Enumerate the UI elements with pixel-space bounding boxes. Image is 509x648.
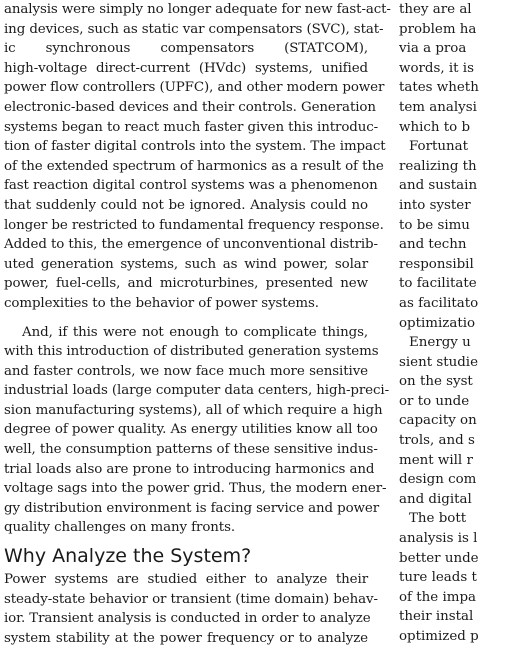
text-line: high-voltage direct-current (HVdc) systems, unified — [4, 60, 368, 76]
text-line: as facilitato — [399, 295, 479, 311]
text-line: longer be restricted to fundamental frequency response. — [4, 217, 384, 233]
text-line: ic synchronous compensators (STATCOM), — [4, 41, 368, 57]
text-line: that suddenly could not be ignored. Analysis could no — [4, 197, 368, 213]
text-line: of the impa — [399, 589, 476, 605]
text-line: tem analysi — [399, 99, 477, 115]
text-line: analysis were simply no longer adequate for new fast-act- — [4, 2, 391, 17]
text-line: trial loads also are prone to introducing harmonics and — [4, 461, 375, 477]
text-line: via a proa — [399, 41, 467, 57]
text-line: power, fuel-cells, and microturbines, presented new — [4, 276, 368, 292]
text-line: tates wheth — [399, 80, 479, 96]
text-line: into syster — [399, 197, 471, 213]
text-line: realizing th — [399, 158, 477, 174]
text-line: well, the consumption patterns of these sensitive indus- — [4, 442, 378, 458]
text-line: complexities to the behavior of power systems. — [4, 295, 319, 311]
text-line: degree of power quality. As energy utilities know all too — [4, 422, 378, 438]
text-line: fast reaction digital control systems was a phenomenon — [4, 178, 378, 194]
paragraph-3 — [4, 570, 378, 648]
text-line: Added to this, the emergence of unconventional distrib- — [4, 237, 378, 253]
text-line: they are al — [399, 2, 472, 17]
text-line: capacity on — [399, 413, 477, 429]
text-line: their instal — [399, 609, 474, 625]
text-line: ing devices, such as static var compensators (SVC), stat- — [4, 21, 384, 37]
text-line: ment will r — [399, 452, 473, 468]
text-line: system stability at the power frequency or to analyze — [4, 630, 368, 646]
text-line: gy distribution environment is facing service and power — [4, 500, 380, 516]
text-line: and techn — [399, 237, 467, 253]
text-line: quality challenges on many fronts. — [4, 520, 236, 536]
text-line: power flow controllers (UPFC), and other modern power — [4, 80, 385, 96]
text-line: sion manufacturing systems), all of which require a high — [4, 402, 383, 418]
text-line: trols, and s — [399, 433, 475, 449]
text-line: ture leads t — [399, 570, 477, 586]
text-line: voltage sags into the power grid. Thus, the modern ener- — [4, 481, 387, 497]
text-line: to be simu — [399, 217, 470, 233]
text-line: with this introduction of distributed generation systems — [4, 344, 379, 360]
text-line: optimizatio — [399, 315, 476, 331]
text-line: design com — [399, 472, 477, 488]
text-line: better unde — [399, 550, 479, 566]
text-line: problem ha — [399, 21, 477, 37]
text-line: words, it is — [399, 60, 474, 76]
text-line: The bott — [409, 511, 467, 527]
text-line: and digital — [399, 491, 472, 507]
text-line: uted generation systems, such as wind power, solar — [4, 256, 368, 272]
text-line: on the syst — [399, 374, 473, 390]
text-line: of the extended spectrum of harmonics as a result of the — [4, 158, 384, 174]
text-line: Energy u — [409, 335, 471, 351]
text-line: to facilitate — [399, 276, 477, 292]
text-line: and faster controls, we now face much more sensitive — [4, 363, 368, 379]
right-column — [399, 0, 509, 647]
paragraph-1 — [4, 0, 391, 314]
text-line: ior. Transient analysis is conducted in order to analyze — [4, 611, 371, 627]
paragraph-gap — [4, 314, 368, 323]
paragraph-2 — [4, 323, 390, 539]
text-line: Power systems are studied either to analyze their — [4, 572, 368, 588]
section-heading: Why Analyze the System? — [4, 545, 252, 568]
text-line: or to unde — [399, 393, 470, 409]
text-line: Fortunat — [409, 139, 469, 155]
text-line: analysis is l — [399, 531, 478, 547]
text-line: optimized p — [399, 629, 479, 644]
text-line: and sustain — [399, 178, 478, 194]
text-line: tion of faster digital controls into the system. The impact — [4, 139, 386, 155]
text-line: which to b — [399, 119, 471, 135]
text-line: industrial loads (large computer data centers, high-preci- — [4, 383, 390, 399]
text-line: And, if this were not enough to complicate things, — [22, 324, 368, 340]
text-line: steady-state behavior or transient (time domain) behav- — [4, 591, 378, 607]
text-line: sient studie — [399, 354, 478, 370]
text-line: electronic-based devices and their controls. Generation — [4, 99, 376, 115]
text-line: systems began to react much faster given this introduc- — [4, 119, 379, 135]
text-line: responsibil — [399, 256, 474, 272]
left-column — [4, 0, 391, 648]
